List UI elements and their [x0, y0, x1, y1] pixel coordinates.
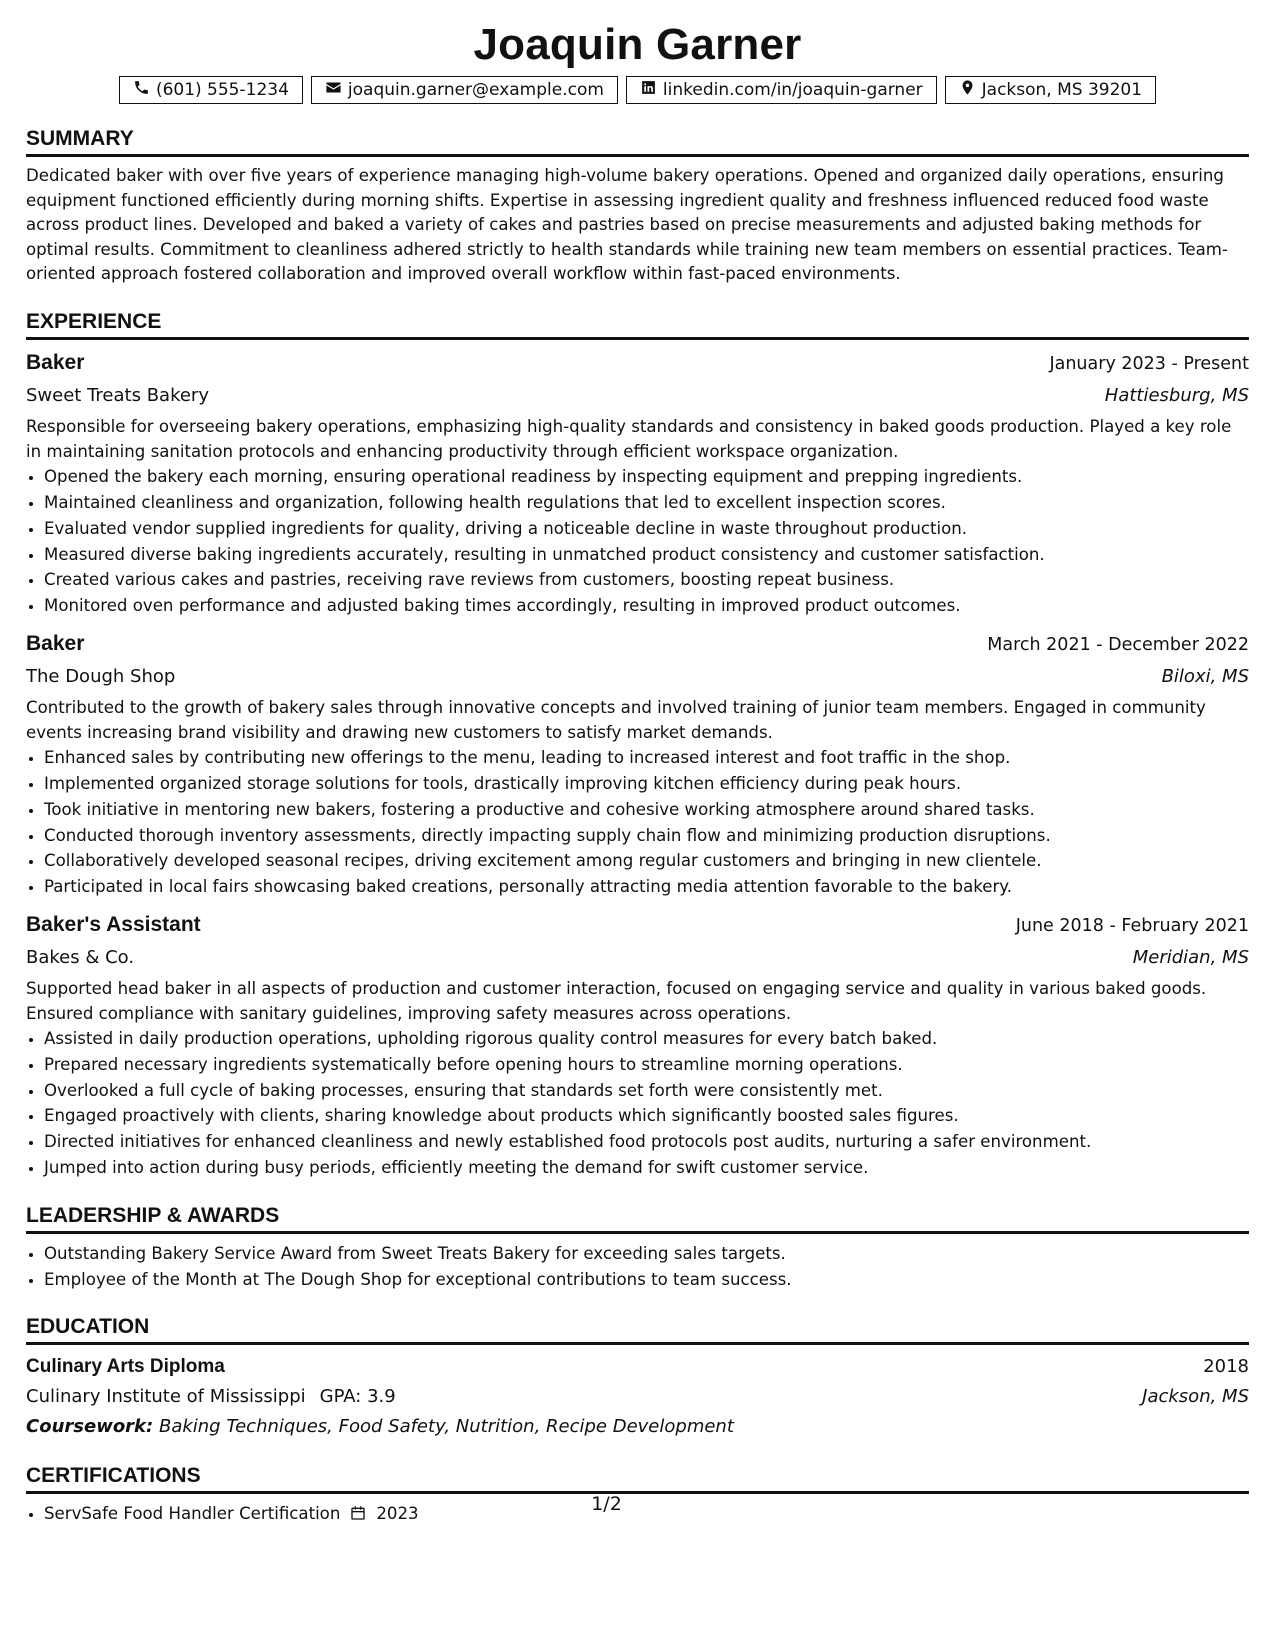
- section-title: EXPERIENCE: [26, 309, 1249, 340]
- gpa: GPA: 3.9: [319, 1386, 396, 1408]
- job-dates: March 2021 - December 2022: [987, 634, 1249, 655]
- job-dates: June 2018 - February 2021: [1015, 915, 1249, 936]
- list-item: • Evaluated vendor supplied ingredients for quality, driving a noticeable decline in waste throughout production.: [44, 516, 1249, 542]
- list-item: • Assisted in daily production operations, upholding rigorous quality control measures for every batch baked.: [44, 1026, 1249, 1052]
- list-item: • Created various cakes and pastries, receiving rave reviews from customers, boosting repeat business.: [44, 567, 1249, 593]
- list-item: • Measured diverse baking ingredients accurately, resulting in unmatched product consistency and customer satisfaction.: [44, 542, 1249, 568]
- certification-year: 2023: [376, 1504, 419, 1524]
- job-company: Sweet Treats Bakery: [26, 384, 209, 406]
- job-entry: [26, 347, 1249, 619]
- job-bullets: [26, 1026, 1249, 1181]
- contact-bar: [26, 76, 1249, 104]
- candidate-name: Joaquin Garner: [473, 20, 802, 69]
- job-title: Baker's Assistant: [26, 912, 201, 936]
- coursework-label: Coursework:: [26, 1416, 154, 1438]
- job-bullets: [26, 745, 1249, 900]
- job-description: Supported head baker in all aspects of production and customer interaction, focused on engaging service and quality in various baked goods. Ensured compliance with sanitary guidelines, improving safety measures across operations.: [26, 978, 1207, 1023]
- list-item: • Monitored oven performance and adjusted baking times accordingly, resulting in improved product outcomes.: [44, 593, 1249, 619]
- list-item: • Jumped into action during busy periods, efficiently meeting the demand for swift customer service.: [44, 1155, 1249, 1181]
- linkedin-text: linkedin.com/in/joaquin-garner: [662, 80, 923, 100]
- job-description: Responsible for overseeing bakery operations, emphasizing high-quality standards and consistency in baked goods production. Played a key role in maintaining sanitation protocols and enhancing productivity through efficient workspace organization.: [26, 416, 1232, 461]
- job-dates: January 2023 - Present: [1049, 353, 1249, 374]
- contact-location: [945, 76, 1156, 104]
- list-item: • Enhanced sales by contributing new offerings to the menu, leading to increased interest and foot traffic in the shop.: [44, 745, 1249, 771]
- list-item: • Directed initiatives for enhanced cleanliness and newly established food protocols post audits, nurturing a safer environment.: [44, 1129, 1249, 1155]
- list-item: • Implemented organized storage solutions for tools, drastically improving kitchen efficiency during peak hours.: [44, 771, 1249, 797]
- coursework: [26, 1412, 1249, 1441]
- summary-section: [26, 126, 1249, 287]
- email-text: joaquin.garner@example.com: [347, 80, 604, 100]
- section-title: EDUCATION: [26, 1314, 1249, 1345]
- phone-icon: [133, 79, 150, 101]
- list-item: • Took initiative in mentoring new bakers, fostering a productive and cohesive working atmosphere around shared tasks.: [44, 797, 1249, 823]
- job-company: The Dough Shop: [26, 665, 176, 687]
- certification-name: • ServSafe Food Handler Certification: [44, 1504, 341, 1524]
- list-item: • Opened the bakery each morning, ensuring operational readiness by inspecting equipment and prepping ingredients.: [44, 464, 1249, 490]
- phone-text: (601) 555-1234: [155, 80, 289, 100]
- linkedin-icon: [640, 79, 657, 101]
- map-marker-icon: [959, 79, 976, 101]
- list-item: • Collaboratively developed seasonal recipes, driving excitement among regular customers and bringing in new clientele.: [44, 848, 1249, 874]
- awards-list: [26, 1241, 1249, 1293]
- graduation-year: 2018: [1203, 1356, 1249, 1378]
- list-item: • Conducted thorough inventory assessments, directly impacting supply chain flow and minimizing production disruptions.: [44, 823, 1249, 849]
- job-location: Hattiesburg, MS: [1104, 384, 1249, 406]
- job-title: Baker: [26, 350, 85, 374]
- list-item: • Outstanding Bakery Service Award from Sweet Treats Bakery for exceeding sales targets.: [44, 1241, 1249, 1267]
- contact-phone: [119, 76, 303, 104]
- leadership-section: [26, 1203, 1249, 1293]
- education-location: Jackson, MS: [1142, 1386, 1249, 1408]
- education-section: [26, 1314, 1249, 1441]
- list-item: • Participated in local fairs showcasing baked creations, personally attracting media attention favorable to the bakery.: [44, 874, 1249, 900]
- job-description: Contributed to the growth of bakery sales through innovative concepts and involved training of junior team members. Engaged in community events increasing brand visibility and drawing new customers to satisfy market demands.: [26, 697, 1206, 742]
- institution: Culinary Institute of Mississippi: [26, 1386, 306, 1408]
- summary-text: Dedicated baker with over five years of experience managing high-volume bakery operations. Opened and organized daily operations, ensuring equipment functioned efficiently during morning shifts. Expertise in assessing ingredient quality and freshness influenced reduced food waste across product lines. Developed and baked a variety of cakes and pastries based on precise measurements and adjusted baking methods for optimal results. Commitment to cleanliness adhered strictly to health standards while training new team members on essential practices. Team-oriented approach fostered collaboration and improved overall workflow within fast-paced environments.: [26, 166, 1228, 284]
- page-number: 1/2: [591, 1493, 622, 1515]
- job-location: Biloxi, MS: [1161, 665, 1249, 687]
- coursework-list: Baking Techniques, Food Safety, Nutrition, Recipe Development: [158, 1416, 734, 1438]
- job-entry: [26, 628, 1249, 900]
- list-item: • Maintained cleanliness and organization, following health regulations that led to excellent inspection scores.: [44, 490, 1249, 516]
- job-entry: [26, 909, 1249, 1181]
- institution-line: [26, 1382, 396, 1411]
- list-item: • Prepared necessary ingredients systematically before opening hours to streamline morning operations.: [44, 1052, 1249, 1078]
- section-title: SUMMARY: [26, 126, 1249, 157]
- list-item: • Engaged proactively with clients, sharing knowledge about products which significantly boosted sales figures.: [44, 1103, 1249, 1129]
- job-title: Baker: [26, 631, 85, 655]
- list-item: • Employee of the Month at The Dough Shop for exceptional contributions to team success.: [44, 1267, 1249, 1293]
- section-title: CERTIFICATIONS: [26, 1463, 1249, 1494]
- job-bullets: [26, 464, 1249, 619]
- location-text: Jackson, MS 39201: [981, 80, 1143, 100]
- experience-section: [26, 309, 1249, 1181]
- list-item: • Overlooked a full cycle of baking processes, ensuring that standards set forth were consistently met.: [44, 1078, 1249, 1104]
- degree: Culinary Arts Diploma: [26, 1356, 225, 1378]
- contact-email[interactable]: [311, 76, 618, 104]
- job-location: Meridian, MS: [1132, 946, 1249, 968]
- resume-page: [26, 18, 1249, 1527]
- job-company: Bakes & Co.: [26, 946, 135, 968]
- envelope-icon: [325, 79, 342, 101]
- contact-linkedin[interactable]: [626, 76, 937, 104]
- section-title: LEADERSHIP & AWARDS: [26, 1203, 1249, 1234]
